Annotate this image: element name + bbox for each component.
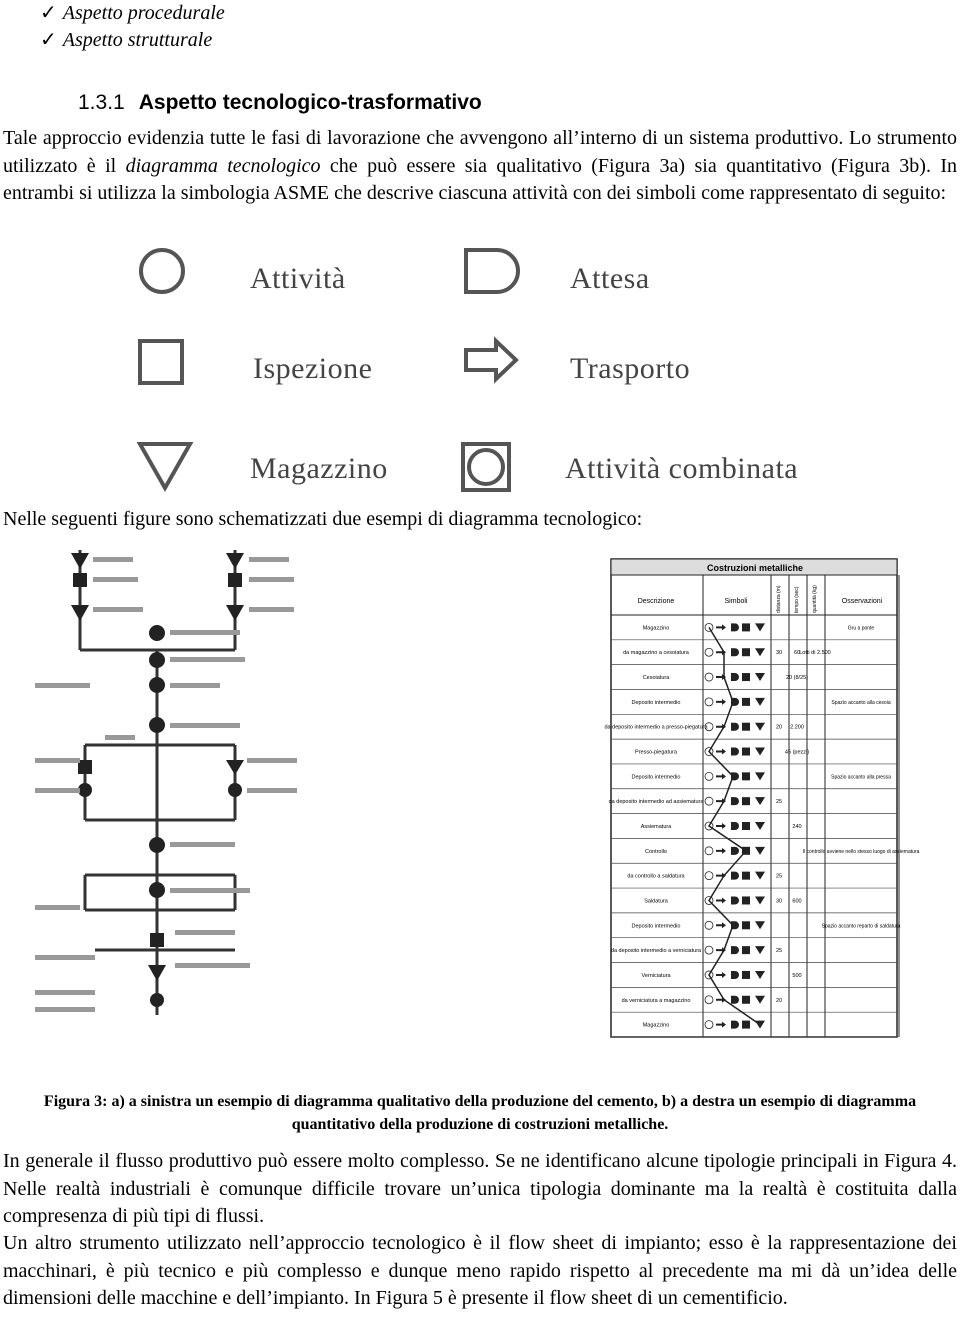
checklist-item-procedurale (40, 0, 225, 26)
row-distanza: 20 (775, 724, 783, 731)
row-symbols (705, 971, 765, 979)
row-description: Controllo (644, 848, 668, 855)
row-description: Saldatura (644, 898, 668, 905)
row-symbols (705, 996, 765, 1004)
row-description: Assiematura (640, 824, 672, 830)
row-osservazioni: Spazio accanto reparto di saldatura (821, 923, 901, 930)
row-description: Deposito intermedio (631, 699, 681, 706)
figure-3a-diagram (35, 545, 375, 1045)
label-attivita: Attività (250, 262, 346, 295)
table-title: Costruzioni metalliche (706, 563, 804, 573)
row-symbols (705, 648, 765, 656)
row-description: da deposito intermedio a verniciatura (610, 948, 702, 955)
ispezione-icon (140, 341, 182, 383)
row-symbols (705, 772, 765, 780)
attivita-icon (141, 250, 183, 292)
row-tempo: 500 (792, 972, 802, 979)
intro-text-b: che può essere sia qualitativo (Figura 3a) sia quantitativo (Figura 3b). In entrambi si utilizza la simbologia ASME che descrive ciascuna attività con dei simboli come rappresentato di seguito: (3, 154, 958, 204)
checklist-label: Aspetto strutturale (62, 29, 213, 51)
check-icon: ✓ (40, 2, 57, 24)
row-osservazioni: Spazio accanto alla pressa (831, 774, 891, 781)
section-title: Aspetto tecnologico-trasformativo (138, 91, 482, 114)
section-heading (78, 91, 482, 115)
magazzino-icon (140, 444, 190, 488)
row-description: Cesoiatura (642, 675, 670, 682)
asme-symbols (0, 240, 960, 500)
header-osservazioni: Osservazioni (841, 598, 883, 605)
row-symbols (705, 946, 765, 954)
row-distanza: 30 (775, 650, 783, 657)
row-description: da deposito intermedio ad assiematura (608, 799, 704, 806)
row-description: Verniciatura (641, 972, 671, 979)
intro-paragraph (3, 125, 957, 208)
row-symbols (705, 698, 765, 706)
row-description: Deposito intermedio (631, 774, 681, 781)
header-rotated: distanza (m) (776, 585, 782, 613)
header-descrizione: Descrizione (637, 598, 675, 605)
header-rotated: quantità (kg) (812, 585, 818, 613)
row-symbols (705, 847, 765, 855)
figure-caption: Figura 3: a) a sinistra un esempio di diagramma qualitativo della produzione del cemento, b) a destra un esempio di diagramma quantitativo della produzione di costruzioni metalliche. (43, 1093, 917, 1133)
row-description: Magazzino (642, 625, 670, 632)
row-osservazioni: Spazio accanto alla cesoia (831, 699, 891, 706)
intro-emphasis: diagramma tecnologico (125, 154, 321, 177)
row-tempo: 45 (pezzi) (784, 749, 810, 756)
header-rotated: tempo (sec) (794, 586, 800, 613)
paragraph-flow-sheet: Un altro strumento utilizzato nell’approccio tecnologico è il flow sheet di impianto; esso è la rappresentazione dei macchinari, è più tecnico e più complesso e dunque meno rapido rispetto al precedente ma mi dà un’idea delle dimensioni delle macchine e dell’impianto. In Figura 5 è presente il flow sheet di un cementificio. (3, 1232, 957, 1309)
section-number: 1.3.1 (78, 91, 125, 114)
row-symbols (705, 623, 765, 631)
row-symbols (705, 797, 765, 805)
checklist-item-strutturale (40, 27, 212, 53)
row-tempo: 2.200 (790, 724, 804, 731)
row-osservazioni: Il controllo avviene nello stesso luogo di assiematura (802, 848, 920, 855)
row-description: Magazzino (642, 1022, 670, 1029)
row-distanza: 30 (775, 898, 783, 905)
row-distanza: 25 (775, 799, 783, 806)
row-description: Deposito intermedio (631, 923, 681, 930)
row-distanza: 20 (775, 997, 783, 1004)
row-symbols (705, 748, 765, 756)
figures-intro: Nelle seguenti figure sono schematizzati due esempi di diagramma tecnologico: (3, 508, 643, 530)
row-distanza: 25 (775, 873, 783, 880)
trasporto-icon (466, 341, 516, 379)
paragraph-flusso: In generale il flusso produttivo può essere molto complesso. Se ne identificano alcune tipologie principali in Figura 4. Nelle realtà industriali è comunque difficile trovare un’unica tipologia dominante ma la realtà è costituita dalla compresenza di più tipi di flussi. (3, 1150, 957, 1227)
row-symbols (705, 673, 765, 681)
row-symbols (705, 723, 765, 731)
row-description: da controllo a saldatura (627, 873, 685, 880)
row-tempo: 20 (8/25) (785, 675, 809, 682)
row-quantita: Lotti di 2.500 (799, 650, 831, 657)
label-attivita-combinata: Attività combinata (565, 452, 799, 485)
figure-3b-table (604, 558, 920, 1040)
row-tempo: 60 (793, 650, 801, 657)
row-tempo: 600 (792, 898, 802, 905)
attesa-icon (466, 250, 518, 292)
row-description: Presso-piegatura (635, 749, 677, 756)
row-symbols (705, 921, 765, 929)
checklist-label: Aspetto procedurale (62, 2, 225, 24)
label-ispezione: Ispezione (253, 352, 373, 385)
label-magazzino: Magazzino (250, 452, 388, 485)
intro-text-a: Tale approccio evidenzia tutte le fasi di lavorazione che avvengono all’interno di un sistema produttivo. Lo strumento utilizzato è il (3, 127, 957, 177)
row-osservazioni: Gru a ponte (847, 625, 875, 632)
label-attesa: Attesa (570, 262, 650, 295)
header-simboli: Simboli (724, 598, 748, 605)
label-trasporto: Trasporto (570, 352, 691, 385)
row-symbols (705, 896, 765, 904)
row-description: da deposito intermedio a presso-piegatura (604, 724, 708, 731)
row-symbols (705, 872, 765, 880)
row-description: da magazzino a cesoiatura (623, 650, 689, 657)
row-tempo: 240 (792, 824, 802, 830)
row-description: da verniciatura a magazzino (621, 997, 691, 1004)
row-distanza: 25 (775, 948, 783, 955)
check-icon: ✓ (40, 29, 57, 51)
